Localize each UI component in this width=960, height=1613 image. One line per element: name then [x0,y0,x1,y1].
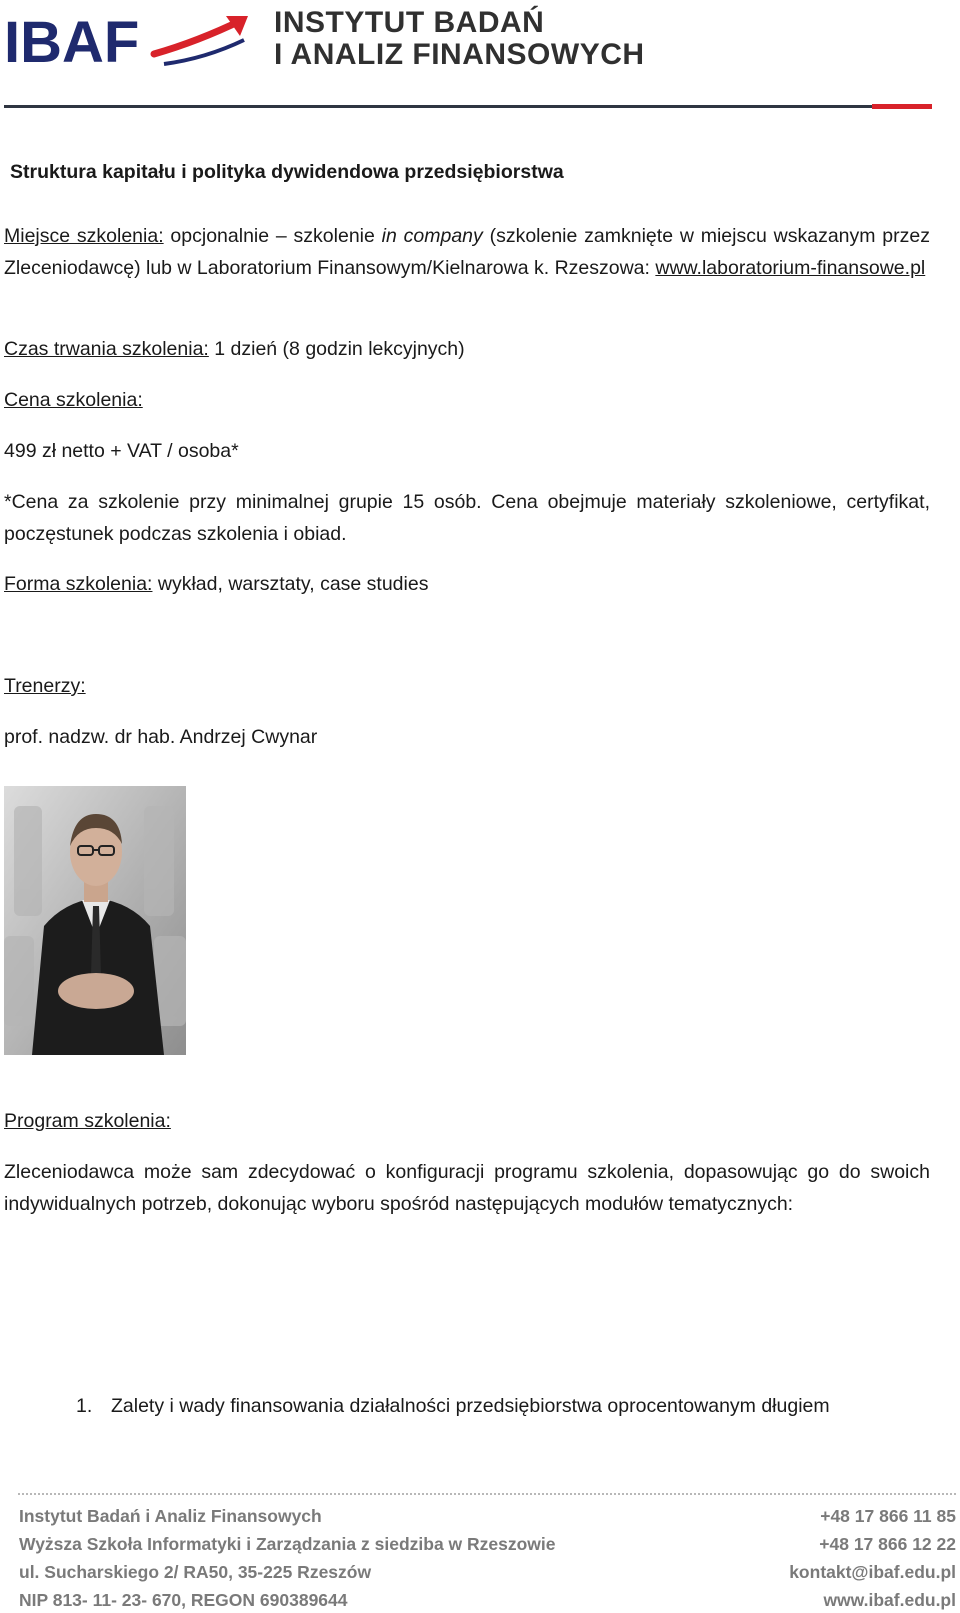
program-intro: Zleceniodawca może sam zdecydować o konfiguracji programu szkolenia, dopasowując go do swoich indywidualnych potrzeb, dokonując wyboru spośród następujących modułów tematycznych: [4,1161,930,1215]
header-divider [4,104,932,109]
module-text-1: Zalety i wady finansowania działalności przedsiębiorstwa oprocentowanym długiem [111,1395,830,1417]
cena-label: Cena szkolenia: [4,389,143,411]
ibaf-logo-mark-icon [4,10,254,72]
trainer-photo [4,786,186,1055]
miejsce-text-1: opcjonalnie – szkolenie [163,225,382,247]
footer-website[interactable]: www.ibaf.edu.pl [823,1590,956,1610]
footer-phone-1[interactable]: +48 17 866 11 85 [820,1506,956,1526]
footer-address: ul. Sucharskiego 2/ RA50, 35-225 Rzeszów [19,1562,372,1582]
czas-line [4,333,465,365]
miejsce-text-2: (szkolenie zamknięte w miejscu wskazanym przez Zleceniodawcę) lub w Laboratorium Finansowym/Kielnarowa k. Rzeszowa: [4,225,930,279]
footer-institute: Instytut Badań i Analiz Finansowych [19,1506,322,1526]
logo-abbr: IBAF [4,10,140,72]
footer-phone-2[interactable]: +48 17 866 12 22 [819,1534,956,1554]
laboratorium-link[interactable]: www.laboratorium-finansowe.pl [655,257,926,279]
document-title: Struktura kapitału i polityka dywidendowa przedsiębiorstwa [10,161,564,183]
module-number-1: 1. [76,1395,93,1417]
forma-value: wykład, warsztaty, case studies [152,573,429,595]
cena-note: *Cena za szkolenie przy minimalnej grupie 15 osób. Cena obejmuje materiały szkoleniowe, certyfikat, poczęstunek podczas szkolenia i obiad. [4,491,930,545]
forma-label: Forma szkolenia: [4,573,153,595]
footer-nip-regon: NIP 813- 11- 23- 670, REGON 690389644 [19,1590,348,1610]
footer-email[interactable]: kontakt@ibaf.edu.pl [789,1562,956,1582]
czas-value: 1 dzień (8 godzin lekcyjnych) [208,338,465,360]
program-label: Program szkolenia: [4,1110,171,1132]
trenerzy-label: Trenerzy: [4,675,86,697]
logo-name-line-1: INSTYTUT BADAŃ [274,6,545,39]
footer-school: Wyższa Szkoła Informatyki i Zarządzania z siedziba w Rzeszowie [19,1534,556,1554]
miejsce-in-company: in company [381,225,483,247]
cena-value: 499 zł netto + VAT / osoba* [4,440,239,462]
miejsce-paragraph [4,220,930,284]
ibaf-logo [4,2,738,76]
miejsce-label: Miejsce szkolenia: [4,225,164,247]
logo-name-line-2: I ANALIZ FINANSOWYCH [274,38,645,71]
trainer-name: prof. nadzw. dr hab. Andrzej Cwynar [4,726,318,748]
footer-divider [18,1493,956,1495]
czas-label: Czas trwania szkolenia: [4,338,209,360]
forma-line [4,568,428,600]
